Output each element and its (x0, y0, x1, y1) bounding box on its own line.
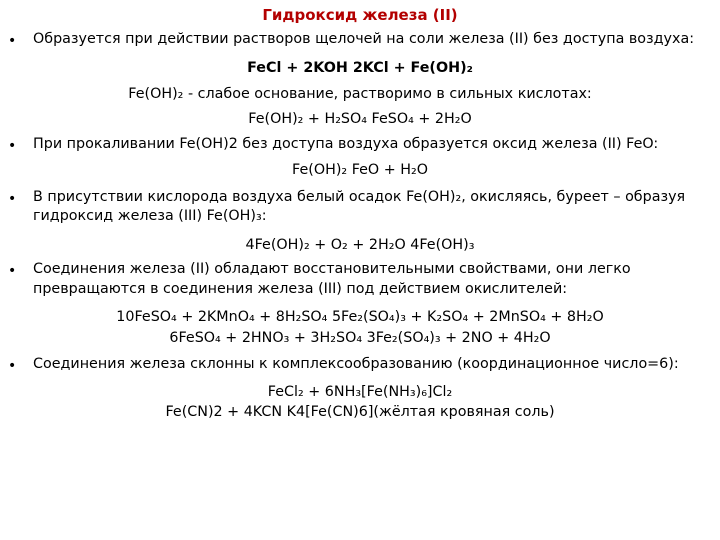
equation: 10FeSO₄ + 2KMnO₄ + 8H₂SO₄ 5Fe₂(SO₄)₃ + K₂SO₄ + 2MnSO₄ + 8H₂O (116, 309, 604, 325)
bullet-icon: • (8, 191, 17, 207)
text-line: Соединения железа склонны к комплексообразованию (координационное число=6): (33, 356, 679, 372)
slide-title: Гидроксид железа (II) (262, 6, 458, 24)
text-line: гидроксид железа (III) Fe(OH)₃: (33, 208, 267, 224)
equation: 6FeSO₄ + 2HNO₃ + 3H₂SO₄ 3Fe₂(SO₄)₃ + 2NO + 4H₂O (169, 330, 551, 346)
text-line: Образуется при действии растворов щелочей на соли железа (II) без доступа воздуха: (33, 31, 695, 47)
equation: Fe(CN)2 + 4KCN K4[Fe(CN)6](жёлтая кровяная соль) (165, 404, 555, 420)
bullet-icon: • (8, 358, 17, 374)
text-line: Соединения железа (II) обладают восстановительными свойствами, они легко (33, 261, 631, 277)
equation: FeCl₂ + 6NH₃[Fe(NH₃)₆]Cl₂ (267, 384, 453, 400)
text-line: При прокаливании Fe(OH)2 без доступа воздуха образуется оксид железа (II) FeO: (33, 136, 659, 152)
text-line: превращаются в соединения железа (III) под действием окислителей: (33, 281, 568, 297)
text-line: В присутствии кислорода воздуха белый осадок Fe(OH)₂, окисляясь, буреет – образуя (33, 189, 686, 205)
equation: 4Fe(OH)₂ + O₂ + 2H₂O 4Fe(OH)₃ (245, 237, 475, 253)
equation: FeCl + 2KOH 2KCl + Fe(OH)₂ (247, 60, 473, 76)
bullet-icon: • (8, 33, 17, 49)
equation: Fe(OH)₂ + H₂SO₄ FeSO₄ + 2H₂O (248, 111, 472, 127)
equation: Fe(OH)₂ FeO + H₂O (292, 162, 428, 178)
bullet-icon: • (8, 138, 17, 154)
equation: Fe(OH)₂ - слабое основание, растворимо в сильных кислотах: (128, 86, 592, 102)
bullet-icon: • (8, 263, 17, 279)
